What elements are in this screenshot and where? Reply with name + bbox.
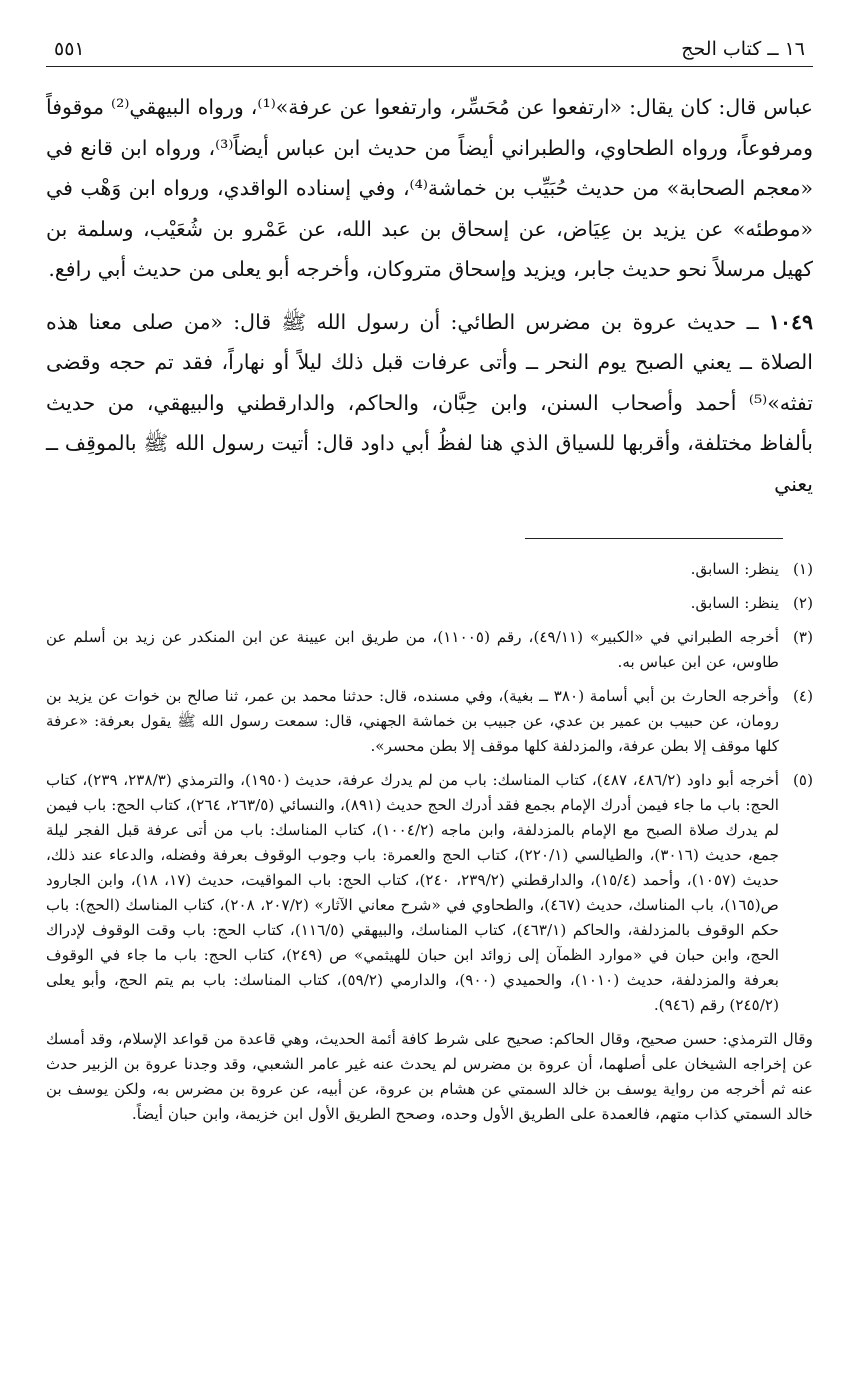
page-number: ٥٥١ [54,38,85,60]
paragraph-continuation: عباس قال: كان يقال: «ارتفعوا عن مُحَسِّر، وارتفعوا عن عرفة»⁽¹⁾، ورواه البيهقي⁽²⁾ موقوفاً ومرفوعاً، ورواه الطحاوي، والطبراني أيضاً من حديث ابن عباس أيضاً⁽³⁾، ورواه ابن قانع في «معجم الصحابة» من حديث حُبَيِّب بن خماشة⁽⁴⁾، وفي إسناده الواقدي، ورواه ابن وَهْب في «موطئه» عن يزيد بن عِيَاض، عن إسحاق بن عبد الله، عن عَمْرو بن شُعَيْب، وسلمة بن كهيل مرسلاً نحو حديث جابر، ويزيد وإسحاق متروكان، وأخرجه أبو يعلى من حديث أبي رافع. [46,95,814,281]
footnote [46,684,813,759]
hadith-paragraph [46,302,813,505]
footnote-text: ينظر: السابق. [690,594,779,612]
hadith-text: ــ حديث عروة بن مضرس الطائي: أن رسول الله ﷺ قال: «من صلى معنا هذه الصلاة ــ يعني الصبح يوم النحر ــ وأتى عرفات قبل ذلك ليلاً أو نهاراً، فقد تم حجه وقضى تفثه»⁽⁵⁾ أحمد وأصحاب السنن، وابن حِبَّان، والحاكم، والدارقطني والبيهقي، من حديث بألفاظ مختلفة، وأقربها للسياق الذي هنا لفظُ أبي داود قال: أتيت رسول الله ﷺ بالموقِف ــ يعني [46,309,813,496]
main-text [46,87,813,504]
footnote [46,557,813,582]
footnote [46,768,813,1018]
footnote-number: (١) [792,560,813,578]
footnote-text: أخرجه أبو داود (٤٨٦/٢، ٤٨٧)، كتاب المناسك: باب من لم يدرك عرفة، حديث (١٩٥٠)، والترمذي (٢٣٨/٣، ٢٣٩)، كتاب الحج: باب ما جاء فيمن أدرك الإمام بجمع فقد أدرك الحج حديث (٨٩١)، والنسائي (٢٦٣/٥، ٢٦٤)، كتاب الحج: باب فيمن لم يدرك صلاة الصبح مع الإمام بالمزدلفة، وابن ماجه (١٠٠٤/٢)، كتاب المناسك: باب من أتى عرفة قبل الفجر ليلة جمع، حديث (٣٠١٦)، والطيالسي (٢٢٠/١)، كتاب الحج والعمرة: باب وجوب الوقوف بعرفة وفضله، والدعاء عند ذلك، حديث (١٠٥٧)، وأحمد (١٥/٤)، والدارقطني (٢٣٩/٢، ٢٤٠)، كتاب الحج: باب المواقيت، حديث (١٧، ١٨)، وابن الجارود ص(١٦٥)، باب المناسك، حديث (٤٦٧)، والطحاوي في «شرح معاني الآثار» (٢٠٧/٢، ٢٠٨)، كتاب المناسك (الحج): باب حكم الوقوف بالمزدلفة، والحاكم (٤٦٣/١)، كتاب المناسك، والبيهقي (١١٦/٥)، كتاب الحج: باب وقت الوقوف لإدراك الحج، وابن حبان في «موارد الظمآن إلى زوائد ابن حبان للهيثمي» ص (٢٤٩)، كتاب الحج: باب ما جاء في الوقوف بعرفة والمزدلفة، حديث (١٠١٠)، والحميدي (٩٠٠)، والدارمي (٥٩/٢)، كتاب المناسك: باب بم يتم الحج، وأبو يعلى (٢٤٥/٢) رقم (٩٤٦). [46,771,780,1014]
footnote-separator [525,538,783,539]
footnote-number: (٥) [792,771,813,789]
footnote [46,625,813,675]
footnote-number: (٣) [792,628,813,646]
grading-note [46,1027,813,1127]
footnote-number: (٤) [792,687,813,705]
footnote [46,591,813,616]
footnote-text: وأخرجه الحارث بن أبي أسامة (٣٨٠ ــ بغية)، وفي مسنده، قال: حدثنا محمد بن عمر، ثنا صالح بن خوات عن يزيد بن رومان، عن حبيب بن عمير بن عدي، عن جبيب بن خماشة الجهني، قال: سمعت رسول الله ﷺ يقول بعرفة: «عرفة كلها موقف إلا بطن عرفة، والمزدلفة كلها موقف إلا بطن محسر». [46,687,779,755]
running-header [46,38,813,67]
hadith-number: ١٠٤٩ [768,309,813,334]
footnotes [46,557,813,1127]
footnote-text: أخرجه الطبراني في «الكبير» (٤٩/١١)، رقم (١١٠٠٥)، من طريق ابن عيينة عن ابن المنكدر عن زيد بن أسلم عن طاوس، عن ابن عباس به. [46,628,779,671]
footnote-text: ينظر: السابق. [690,560,779,578]
chapter-title: ١٦ ــ كتاب الحج [681,38,805,60]
grading-paragraph: وقال الترمذي: حسن صحيح، وقال الحاكم: صحيح على شرط كافة أئمة الحديث، وهي قاعدة من قواعد الإسلام، وقد أمسك عن إخراجه الشيخان على أصلهما، أن عروة بن مضرس لم يحدث عنه غير عامر الشعبي، وقد وجدنا عروة بن الزبير حدث عنه ثم أخرجه من رواية يوسف بن خالد السمتي عن هشام بن عروة، عن أبيه، عن عروة بن مضرس به، ولكن يوسف بن خالد السمتي كذاب متهم، فالعمدة على الطريق الأول وحده، وصحح الطريق الأول ابن خزيمة، وابن حبان أيضاً. [46,1030,813,1123]
footnote-number: (٢) [792,594,813,612]
